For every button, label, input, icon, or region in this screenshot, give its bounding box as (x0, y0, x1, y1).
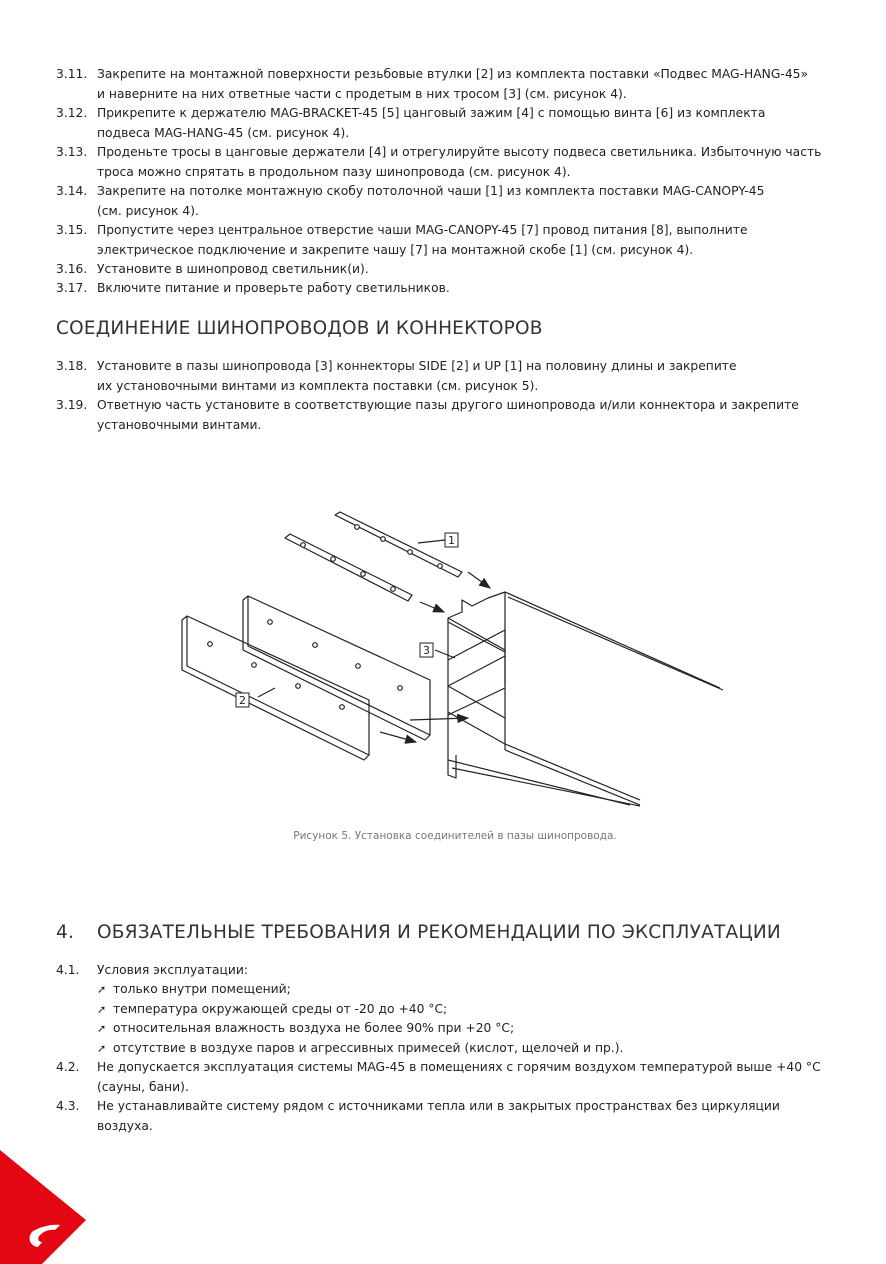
step-3-19: 3.19. Ответную часть установите в соответствующие пазы другого шинопровода и/или коннектора и закрепите установочными винтами. (56, 398, 799, 432)
bullet-arrow-icon: ➚ (97, 983, 107, 996)
step-3-13: 3.13. Проденьте тросы в цанговые держатели [4] и отрегулируйте высоту подвеса светильника. Избыточную часть троса можно спрятать в продольном пазу шинопровода (см. рисунок 4). (56, 145, 822, 179)
list-item: ➚ относительная влажность воздуха не более 90% при +20 °С; (97, 1019, 623, 1039)
bullet-arrow-icon: ➚ (97, 1041, 107, 1055)
step-3-12: 3.12. Прикрепите к держателю MAG-BRACKET-45 [5] цанговый зажим [4] с помощью винта [6] из комплекта подвеса MAG-HANG-45 (см. рисунок 4). (56, 106, 766, 140)
connector-installation-figure (170, 500, 740, 820)
step-3-14: 3.14. Закрепите на потолке монтажную скобу потолочной чаши [1] из комплекта поставки MAG-CANOPY-45 (см. рисунок 4). (56, 184, 765, 218)
arrow-icon (420, 602, 444, 612)
figure-caption: Рисунок 5. Установка соединителей в пазы шинопровода. (293, 830, 617, 842)
step-3-15: 3.15. Пропустите через центральное отверстие чаши MAG-CANOPY-45 [7] провод питания [8], выполните электрическое подключение и закрепите чашу [7] на монтажной скобе [1] (см. рисунок 4). (56, 223, 748, 257)
section-4-heading (56, 922, 781, 943)
brand-logo-icon (0, 1150, 90, 1264)
side-connector-plate-2 (182, 616, 369, 760)
step-3-11: 3.11. Закрепите на монтажной поверхности резьбовые втулки [2] из комплекта поставки «Подвес MAG-HANG-45» и наверните на них ответные части с продетым в них тросом [3] (см. рисунок 4). (56, 67, 809, 101)
step-4-2: 4.2. Не допускается эксплуатация системы MAG-45 в помещениях с горячим воздухом температурой выше +40 °С (сауны, бани). (56, 1060, 821, 1094)
list-item: ➚ температура окружающей среды от -20 до +40 °С; (97, 1000, 623, 1020)
busbar-profile (448, 592, 723, 806)
arrow-icon (468, 572, 490, 588)
step-3-17: 3.17. Включите питание и проверьте работу светильников. (56, 281, 450, 295)
callout-1: 1 (448, 534, 455, 547)
conditions-list (97, 980, 623, 1058)
step-3-18: 3.18. Установите в пазы шинопровода [3] коннекторы SIDE [2] и UP [1] на половину длины и закрепите их установочными винтами из комплекта поставки (см. рисунок 5). (56, 359, 737, 393)
section-4-number: 4. (56, 922, 75, 943)
section-4-title: ОБЯЗАТЕЛЬНЫЕ ТРЕБОВАНИЯ И РЕКОМЕНДАЦИИ ПО ЭКСПЛУАТАЦИИ (97, 922, 781, 943)
up-connector-strip (335, 512, 462, 577)
callout-2: 2 (239, 694, 246, 707)
step-4-1: 4.1. Условия эксплуатации: (56, 963, 249, 977)
connect-heading: СОЕДИНЕНИЕ ШИНОПРОВОДОВ И КОННЕКТОРОВ (56, 318, 543, 339)
list-item: ➚ только внутри помещений; (97, 980, 623, 1000)
step-4-3: 4.3. Не устанавливайте систему рядом с источниками тепла или в закрытых пространствах без циркуляции воздуха. (56, 1099, 780, 1133)
step-3-16: 3.16. Установите в шинопровод светильник(и). (56, 262, 369, 276)
bullet-arrow-icon: ➚ (97, 1002, 107, 1016)
callout-3: 3 (423, 644, 430, 657)
side-connector-plate (243, 596, 430, 740)
list-item: ➚ отсутствие в воздухе паров и агрессивных примесей (кислот, щелочей и пр.). (97, 1039, 623, 1059)
bullet-arrow-icon: ➚ (97, 1022, 107, 1035)
